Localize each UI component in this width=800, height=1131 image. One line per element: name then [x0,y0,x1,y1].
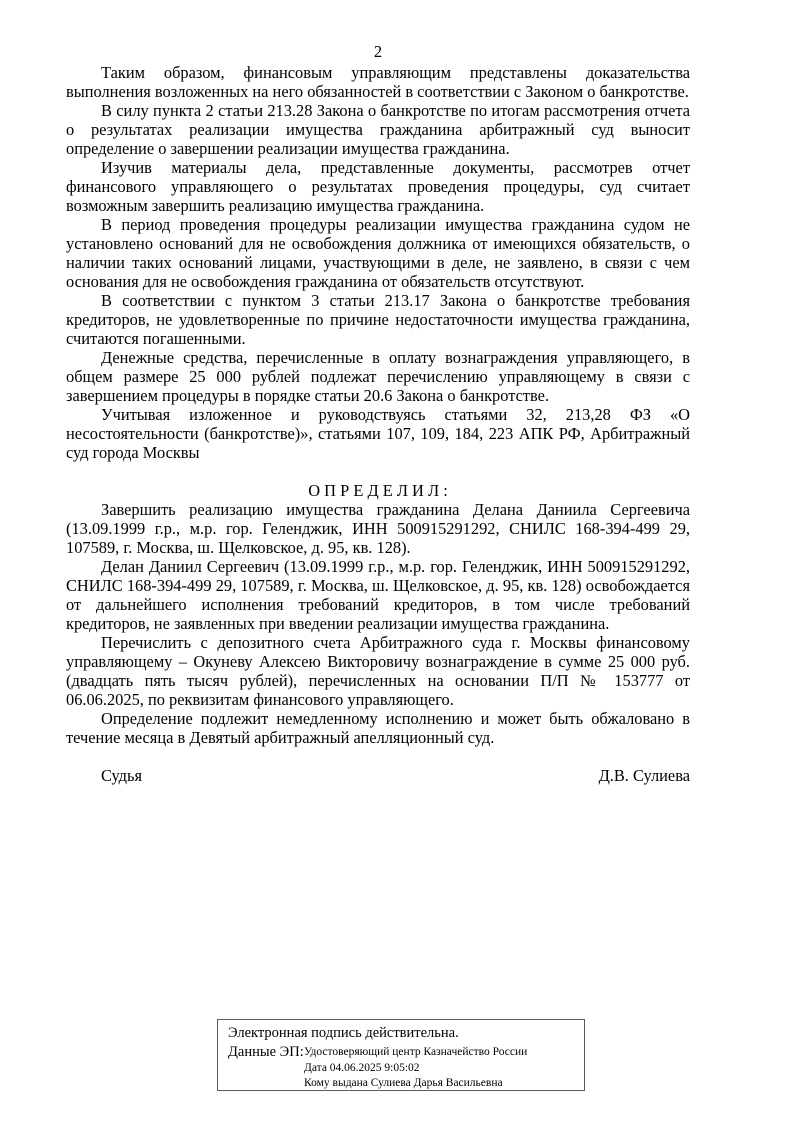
signature-row [66,766,690,785]
paragraph: В силу пункта 2 статьи 213.28 Закона о банкротстве по итогам рассмотрения отчета о результатах реализации имущества гражданина арбитражный суд выносит определение о завершении реализации имущества гражданина. [66,101,690,158]
esign-data-label: Данные ЭП: [228,1044,304,1060]
document-body [66,63,690,785]
esign-stamp [217,1019,585,1091]
esign-detail-line: Удостоверяющий центр Казначейство России [304,1046,528,1058]
page-number: 2 [373,42,383,61]
esign-data-row [228,1044,574,1092]
esign-details [304,1044,527,1092]
ruling-paragraph: Делан Даниил Сергеевич (13.09.1999 г.р., м.р. гор. Геленджик, ИНН 500915291292, СНИЛС 168-394-499 29, 107589, г. Москва, ш. Щелковское, д. 95, кв. 128) освобождается от дальнейшего исполнения требований кредиторов, в том числе требований кредиторов, не заявленных при введении реализации имущества гражданина. [66,557,690,633]
ruling-paragraph: Перечислить с депозитного счета Арбитражного суда г. Москвы финансовому управляющему – Окуневу Алексею Викторовичу вознаграждение в сумме 25 000 руб. (двадцать пять тысяч рублей), перечисленных на основании П/П № 153777 от 06.06.2025, по реквизитам финансового управляющего. [66,633,690,709]
signature-name: Д.В. Сулиева [598,766,690,785]
esign-status-line: Электронная подпись действительна. [228,1025,459,1041]
ruling-paragraph: Определение подлежит немедленному исполнению и может быть обжаловано в течение месяца в Девятый арбитражный апелляционный суд. [66,709,690,747]
ruling-paragraph: Завершить реализацию имущества гражданина Делана Даниила Сергеевича (13.09.1999 г.р., м.р. гор. Геленджик, ИНН 500915291292, СНИЛС 168-394-499 29, 107589, г. Москва, ш. Щелковское, д. 95, кв. 128). [66,500,690,557]
esign-detail-line: Кому выдана Сулиева Дарья Васильевна [304,1077,503,1089]
signature-role: Судья [101,766,143,785]
esign-detail-line: Дата 04.06.2025 9:05:02 [304,1061,420,1074]
paragraph: В соответствии с пунктом 3 статьи 213.17 Закона о банкротстве требования кредиторов, не удовлетворенные по причине недостаточности имущества гражданина, считаются погашенными. [66,291,690,348]
paragraph: Денежные средства, перечисленные в оплату вознаграждения управляющего, в общем размере 25 000 рублей подлежат перечислению управляющему в связи с завершением процедуры в порядке статьи 20.6 Закона о банкротстве. [66,348,690,405]
paragraph: Учитывая изложенное и руководствуясь статьями 32, 213,28 ФЗ «О несостоятельности (банкротстве)», статьями 107, 109, 184, 223 АПК РФ, Арбитражный суд города Москвы [66,405,690,462]
paragraph: Таким образом, финансовым управляющим представлены доказательства выполнения возложенных на него обязанностей в соответствии с Законом о банкротстве. [66,63,690,101]
paragraph: В период проведения процедуры реализации имущества гражданина судом не установлено оснований для не освобождения должника от имеющихся обязательств, о наличии таких оснований лицами, участвующими в деле, не заявлено, в связи с чем основания для не освобождения гражданина от обязательств отсутствуют. [66,215,690,291]
paragraph: Изучив материалы дела, представленные документы, рассмотрев отчет финансового управляющего о результатах проведения процедуры, суд считает возможным завершить реализацию имущества гражданина. [66,158,690,215]
ruling-heading: О П Р Е Д Е Л И Л : [308,481,448,500]
